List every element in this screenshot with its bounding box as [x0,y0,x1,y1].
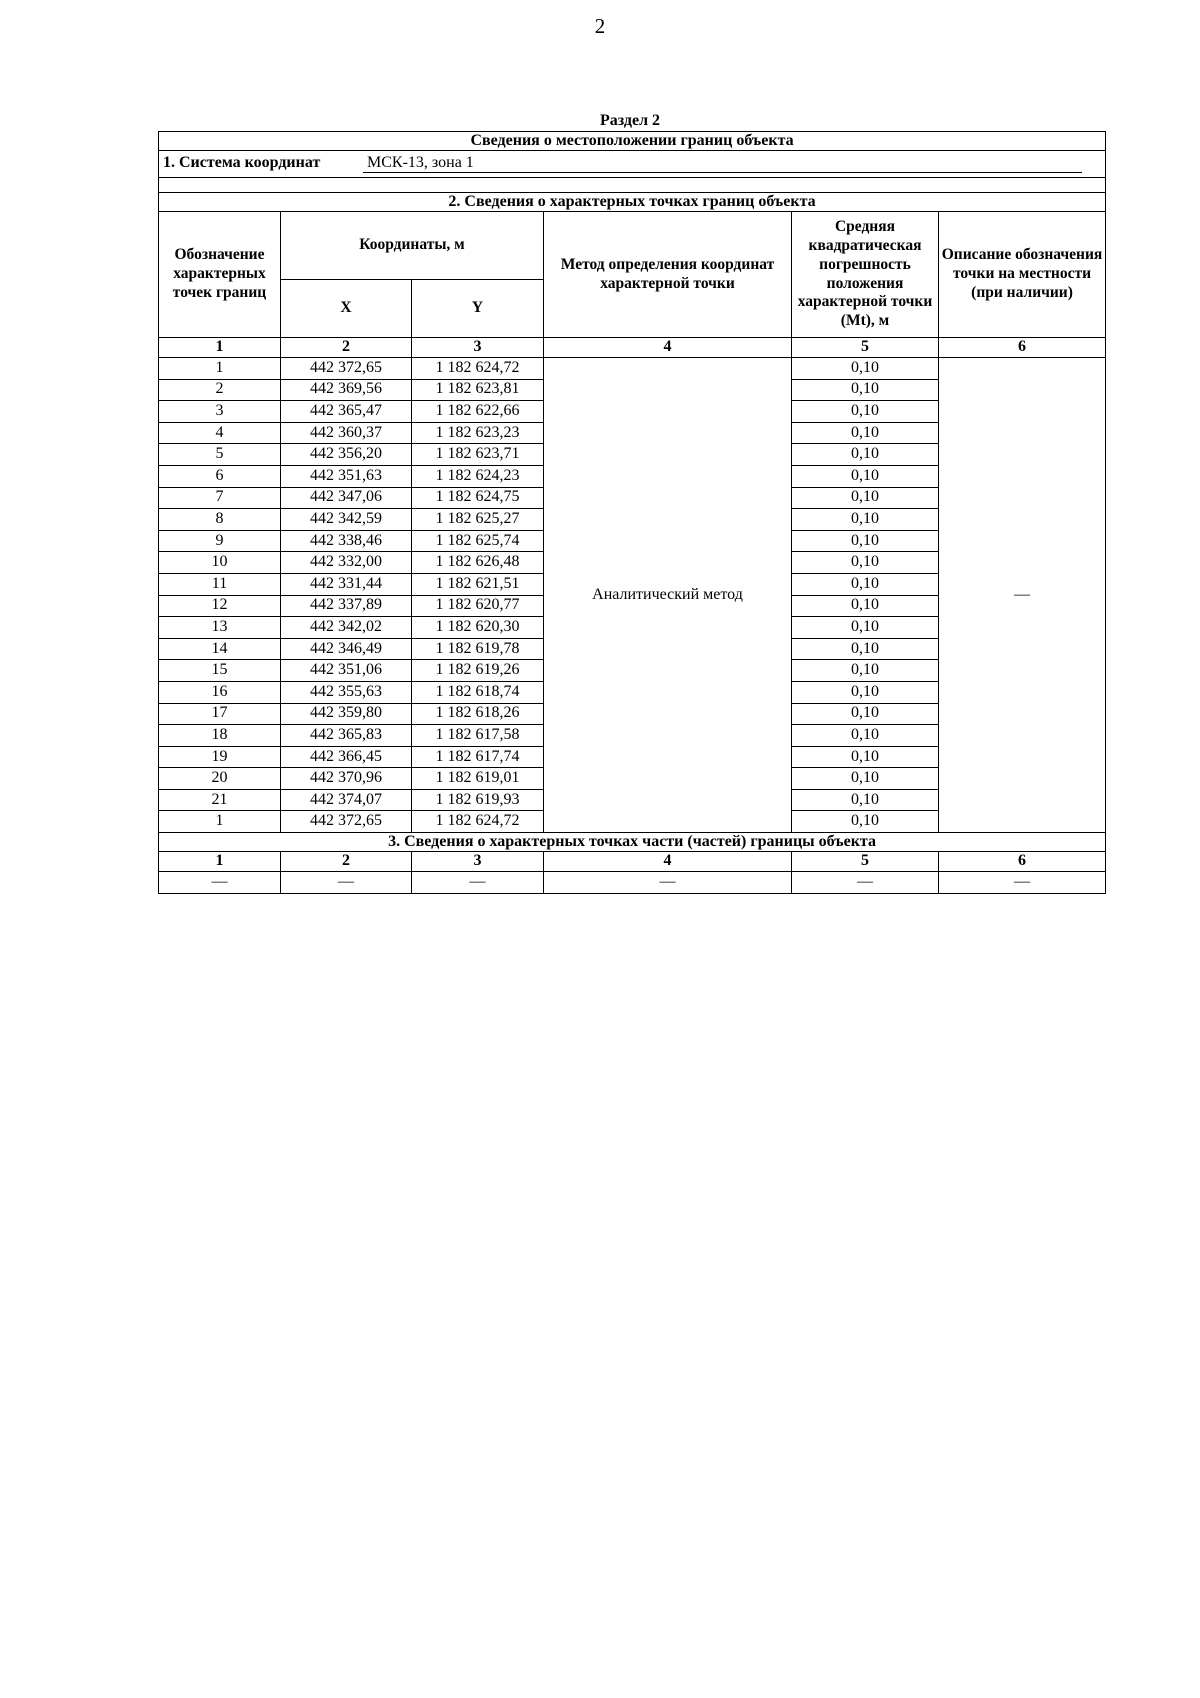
point-number: 20 [159,768,281,790]
point-x: 442 359,80 [281,703,412,725]
point-y: 1 182 624,75 [412,487,544,509]
point-x: 442 366,45 [281,746,412,768]
parts-cell: — [159,872,281,894]
point-error: 0,10 [792,573,939,595]
column-number: 3 [412,338,544,358]
point-y: 1 182 619,78 [412,638,544,660]
point-error: 0,10 [792,768,939,790]
point-number: 16 [159,681,281,703]
point-y: 1 182 623,71 [412,444,544,466]
point-error: 0,10 [792,358,939,380]
point-y: 1 182 619,93 [412,789,544,811]
point-y: 1 182 624,72 [412,358,544,380]
point-number: 3 [159,401,281,423]
parts-column-number: 5 [792,852,939,872]
point-y: 1 182 625,27 [412,509,544,531]
point-number: 12 [159,595,281,617]
header-error: Средняя квадратическая погрешность положения характерной точки (Mt), м [792,212,939,338]
point-number: 1 [159,811,281,833]
point-x: 442 374,07 [281,789,412,811]
point-error: 0,10 [792,660,939,682]
parts-column-number: 3 [412,852,544,872]
point-y: 1 182 618,26 [412,703,544,725]
column-number: 6 [939,338,1106,358]
points-section-title: 2. Сведения о характерных точках границ объекта [159,193,1106,212]
point-error: 0,10 [792,552,939,574]
point-number: 17 [159,703,281,725]
point-y: 1 182 620,30 [412,617,544,639]
page-number: 2 [594,14,606,38]
point-x: 442 365,47 [281,401,412,423]
column-number: 1 [159,338,281,358]
point-x: 442 347,06 [281,487,412,509]
point-y: 1 182 622,66 [412,401,544,423]
point-x: 442 351,06 [281,660,412,682]
coordinate-system-value: МСК-13, зона 1 [363,155,1082,173]
point-number: 8 [159,509,281,531]
point-y: 1 182 626,48 [412,552,544,574]
point-y: 1 182 620,77 [412,595,544,617]
boundary-table [158,131,1106,894]
point-error: 0,10 [792,379,939,401]
point-x: 442 337,89 [281,595,412,617]
header-method: Метод определения координат характерной точки [544,212,792,338]
description-value: — [939,358,1106,833]
point-number: 9 [159,530,281,552]
point-number: 18 [159,725,281,747]
point-error: 0,10 [792,681,939,703]
point-y: 1 182 624,72 [412,811,544,833]
point-y: 1 182 619,26 [412,660,544,682]
point-number: 7 [159,487,281,509]
point-number: 6 [159,465,281,487]
point-number: 21 [159,789,281,811]
point-error: 0,10 [792,509,939,531]
point-x: 442 342,59 [281,509,412,531]
point-y: 1 182 625,74 [412,530,544,552]
point-error: 0,10 [792,595,939,617]
point-y: 1 182 623,23 [412,422,544,444]
point-x: 442 346,49 [281,638,412,660]
parts-cell: — [412,872,544,894]
coordinate-system-row [159,151,1106,178]
point-y: 1 182 624,23 [412,465,544,487]
table-row [159,358,1106,380]
point-number: 13 [159,617,281,639]
point-error: 0,10 [792,617,939,639]
point-y: 1 182 618,74 [412,681,544,703]
point-x: 442 332,00 [281,552,412,574]
point-x: 442 338,46 [281,530,412,552]
column-number: 5 [792,338,939,358]
point-error: 0,10 [792,422,939,444]
table-title: Сведения о местоположении границ объекта [159,132,1106,151]
point-x: 442 369,56 [281,379,412,401]
parts-row [159,872,1106,894]
point-x: 442 342,02 [281,617,412,639]
point-error: 0,10 [792,789,939,811]
column-number: 4 [544,338,792,358]
point-number: 10 [159,552,281,574]
point-y: 1 182 617,74 [412,746,544,768]
parts-cell: — [544,872,792,894]
parts-column-number-row [159,852,1106,872]
point-x: 442 372,65 [281,358,412,380]
point-x: 442 355,63 [281,681,412,703]
blank-row [159,178,1106,193]
point-error: 0,10 [792,746,939,768]
point-y: 1 182 621,51 [412,573,544,595]
header-description: Описание обозначения точки на местности (при наличии) [939,212,1106,338]
parts-column-number: 6 [939,852,1106,872]
point-y: 1 182 623,81 [412,379,544,401]
header-coordinates: Координаты, м [281,212,544,280]
header-designation: Обозначение характерных точек границ [159,212,281,338]
parts-cell: — [281,872,412,894]
point-x: 442 351,63 [281,465,412,487]
point-y: 1 182 619,01 [412,768,544,790]
point-error: 0,10 [792,487,939,509]
point-error: 0,10 [792,811,939,833]
point-error: 0,10 [792,401,939,423]
point-error: 0,10 [792,530,939,552]
parts-column-number: 2 [281,852,412,872]
point-error: 0,10 [792,638,939,660]
header-y: Y [412,280,544,338]
point-number: 4 [159,422,281,444]
point-error: 0,10 [792,444,939,466]
section-title: Раздел 2 [599,112,661,129]
column-number-row [159,338,1106,358]
point-number: 14 [159,638,281,660]
point-x: 442 365,83 [281,725,412,747]
point-x: 442 331,44 [281,573,412,595]
parts-section-title: 3. Сведения о характерных точках части (частей) границы объекта [159,833,1106,852]
point-number: 19 [159,746,281,768]
column-number: 2 [281,338,412,358]
parts-column-number: 4 [544,852,792,872]
method-value: Аналитический метод [544,358,792,833]
point-number: 5 [159,444,281,466]
point-error: 0,10 [792,465,939,487]
point-error: 0,10 [792,703,939,725]
coordinate-system-label: 1. Система координат [163,154,321,172]
point-number: 1 [159,358,281,380]
parts-column-number: 1 [159,852,281,872]
point-x: 442 372,65 [281,811,412,833]
point-x: 442 360,37 [281,422,412,444]
point-number: 15 [159,660,281,682]
point-number: 11 [159,573,281,595]
point-y: 1 182 617,58 [412,725,544,747]
parts-cell: — [939,872,1106,894]
point-x: 442 370,96 [281,768,412,790]
point-error: 0,10 [792,725,939,747]
point-x: 442 356,20 [281,444,412,466]
parts-cell: — [792,872,939,894]
header-x: X [281,280,412,338]
point-number: 2 [159,379,281,401]
